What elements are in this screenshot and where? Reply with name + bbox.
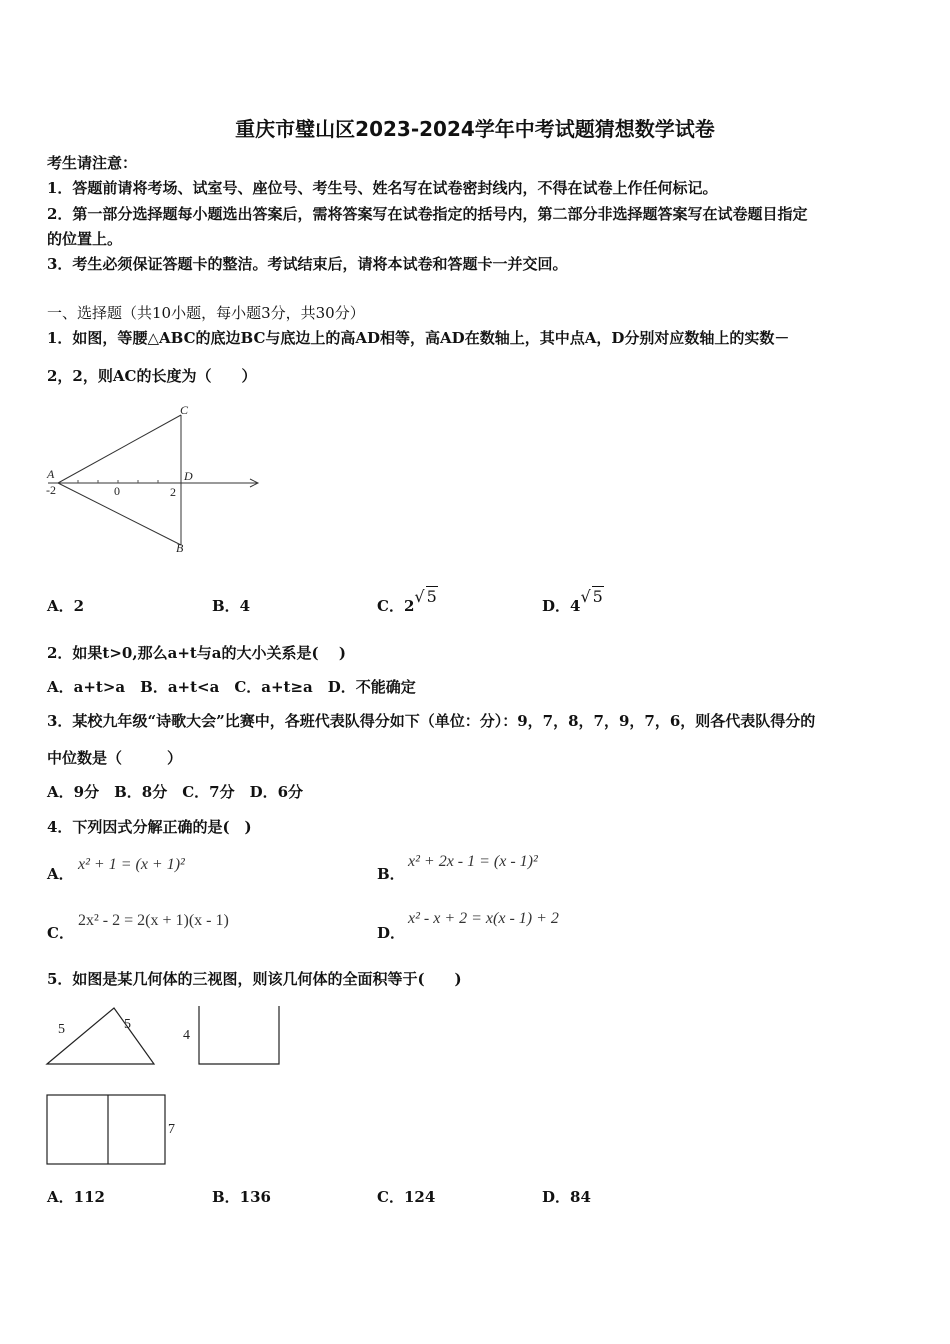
q1-option-d — [542, 587, 604, 616]
q5-option-a: A．112 — [47, 1188, 105, 1206]
q5-three-views — [40, 1000, 300, 1175]
section-heading: 一、选择题（共10小题，每小题3分，共30分） — [47, 304, 365, 322]
top-view-rect — [47, 1095, 165, 1164]
page-title: 重庆市璧山区2023-2024学年中考试题猜想数学试卷 — [235, 117, 715, 141]
q5-stem: 5．如图是某几何体的三视图，则该几何体的全面积等于( ) — [47, 970, 462, 988]
tick-label-2: 2 — [170, 485, 176, 499]
q4-option-b-label: B． — [377, 865, 405, 883]
q4-option-b-expr: x² + 2x - 1 = (x - 1)² — [408, 853, 538, 870]
label-D: D — [184, 469, 193, 483]
q4-option-c-label: C． — [47, 924, 74, 942]
side-view-rect — [199, 1006, 279, 1064]
q1-option-c-prefix: C．2 — [377, 597, 415, 615]
length-label: 7 — [168, 1122, 175, 1137]
segment-AC — [58, 415, 181, 483]
label-C: C — [180, 403, 189, 417]
height-label: 4 — [183, 1028, 190, 1043]
q4-option-d-expr: x² - x + 2 = x(x - 1) + 2 — [408, 910, 559, 927]
q5-option-b: B．136 — [212, 1188, 271, 1206]
label-B: B — [176, 541, 184, 555]
q3-options: A．9分 B．8分 C．7分 D．6分 — [47, 783, 304, 801]
notice-item-2: 2．第一部分选择题每小题选出答案后，需将答案写在试卷指定的括号内，第二部分非选择题答案写在试卷题目指定 — [47, 205, 808, 223]
notice-item-2-cont: 的位置上。 — [47, 230, 123, 248]
notice-heading: 考生请注意： — [47, 154, 138, 172]
q1-option-d-radicand: 5 — [592, 587, 603, 606]
q1-option-c-radicand: 5 — [426, 587, 437, 606]
q1-figure — [40, 400, 270, 560]
q1-option-b: B．4 — [212, 597, 251, 615]
sqrt-symbol: √ 5 — [580, 587, 603, 606]
label-A: A — [47, 467, 55, 481]
side-label-right: 5 — [124, 1017, 131, 1032]
q4-option-d-label: D． — [377, 924, 406, 942]
q4-option-c-expr: 2x² - 2 = 2(x + 1)(x - 1) — [78, 912, 229, 929]
sqrt-symbol: √ 5 — [414, 587, 437, 606]
q1-option-c — [377, 587, 438, 616]
q4-option-a-label: A． — [47, 865, 74, 883]
q2-stem: 2．如果t>0,那么a+t与a的大小关系是( ) — [47, 644, 346, 662]
q4-option-a-expr: x² + 1 = (x + 1)² — [78, 856, 185, 873]
notice-item-1: 1．答题前请将考场、试室号、座位号、考生号、姓名写在试卷密封线内，不得在试卷上作任何标记。 — [47, 179, 718, 197]
q3-stem-line1: 3．某校九年级“诗歌大会”比赛中，各班代表队得分如下（单位：分）：9，7，8，7，9，7，6，则各代表队得分的 — [47, 712, 816, 730]
q1-option-a: A．2 — [47, 597, 85, 615]
tick-label-neg2: -2 — [46, 483, 56, 497]
q1-stem-line1: 1．如图，等腰△ABC的底边BC与底边上的高AD相等，高AD在数轴上，其中点A，D分别对应数轴上的实数－ — [47, 329, 790, 347]
tick-label-0: 0 — [114, 484, 120, 498]
q3-stem-line2: 中位数是（ ） — [47, 749, 183, 767]
q1-stem-line2: 2，2，则AC的长度为（ ） — [47, 367, 257, 385]
side-label-left: 5 — [58, 1022, 65, 1037]
notice-item-3: 3．考生必须保证答题卡的整洁。考试结束后，请将本试卷和答题卡一并交回。 — [47, 255, 568, 273]
q2-options: A．a+t>a B．a+t<a C．a+t≥a D．不能确定 — [47, 678, 416, 696]
q5-option-c: C．124 — [377, 1188, 436, 1206]
q5-option-d: D．84 — [542, 1188, 591, 1206]
q4-stem: 4．下列因式分解正确的是( ) — [47, 818, 252, 836]
q1-option-d-prefix: D．4 — [542, 597, 581, 615]
